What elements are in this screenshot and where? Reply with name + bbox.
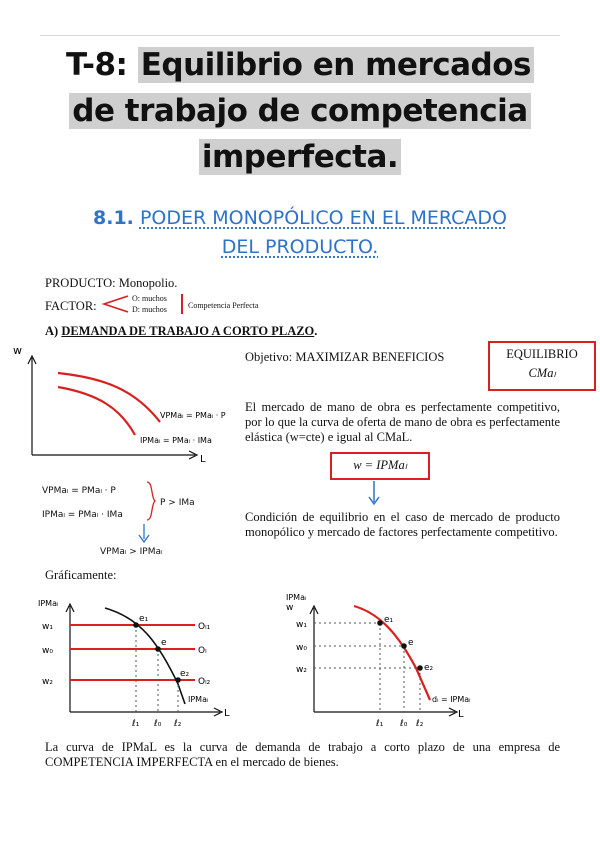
graph2-x-label: L — [224, 708, 230, 719]
graph1-ipm-label: IPMaₗ = PMaₗ · IMa — [140, 436, 212, 445]
graph3-point-e — [401, 643, 407, 649]
graph-shift-offer — [30, 592, 250, 732]
graph2-point-label-e2: e₂ — [180, 669, 190, 679]
graph3-labor-0: ℓ₀ — [400, 719, 408, 729]
graph1-vpm-label: VPMaₗ = PMaₗ · P — [160, 411, 226, 420]
equilibrio-formula: CMaₗ — [528, 366, 556, 380]
formula-brace-icon — [145, 480, 157, 522]
demanda-muchos: D: muchos — [132, 305, 167, 314]
graph3-wage-0: w₀ — [296, 643, 307, 653]
title-highlight-3: imperfecta. — [199, 139, 401, 175]
graph2-y-label: IPMaₗ — [38, 599, 59, 608]
wage-formula: w = IPMaₗ — [353, 458, 407, 472]
wage-equals-ipm-box — [330, 452, 430, 480]
title-prefix: T-8: — [66, 47, 138, 83]
graph1-y-label: w — [13, 344, 22, 357]
competencia-perfecta: Competencia Perfecta — [188, 301, 259, 310]
graph3-x-label: L — [458, 709, 464, 720]
graph3-point-label-e: e — [408, 638, 414, 648]
graph2-point-e — [155, 646, 161, 652]
equilibrio-label: EQUILIBRIO — [506, 347, 578, 361]
graph3-point-e1 — [377, 620, 383, 626]
subsection-prefix: A) — [45, 324, 59, 338]
paragraph-labor-market: El mercado de mano de obra es perfectamente competitivo, por lo que la curva de oferta de mano de obra es perfectamente elástica (w=cte) e igual al CMaL. — [245, 400, 560, 444]
graph1-x-label: L — [200, 454, 206, 465]
formula-result: VPMaₗ > IPMaₗ — [100, 547, 163, 557]
graph3-point-label-e2: e₂ — [424, 663, 434, 673]
ipm-curve — [58, 387, 135, 435]
graph3-labor-2: ℓ₂ — [416, 719, 424, 729]
page-title — [30, 42, 570, 180]
graph2-curve-label: IPMaₗ — [188, 695, 209, 704]
formula-arrow-icon — [136, 523, 152, 545]
graph2-offer-label-1: Oₗ₁ — [198, 622, 211, 632]
oferta-muchos: O: muchos — [132, 294, 167, 303]
formula-condition: P > IMa — [160, 498, 195, 508]
section-heading — [40, 204, 560, 262]
subsection-heading — [45, 324, 317, 339]
title-line-1 — [30, 42, 570, 88]
graph3-labor-1: ℓ₁ — [376, 719, 384, 729]
graph3-wage-1: w₁ — [296, 620, 307, 630]
down-arrow-icon — [366, 480, 382, 506]
title-highlight-2: de trabajo de competencia — [69, 93, 530, 129]
section-title-line-1: PODER MONOPÓLICO EN EL MERCADO — [139, 207, 507, 229]
formula-vpm: VPMaₗ = PMaₗ · P — [42, 486, 116, 496]
section-title-line-2: DEL PRODUCTO. — [221, 236, 379, 258]
title-highlight-1: Equilibrio en mercados — [138, 47, 534, 83]
graph2-labor-0: ℓ₀ — [154, 719, 162, 729]
graph3-y-label-top: IPMaₗ — [286, 593, 307, 602]
section-number: 8.1. — [93, 207, 134, 229]
producto-line: PRODUCTO: Monopolio. — [45, 276, 178, 290]
graph3-point-label-e1: e₁ — [384, 615, 394, 625]
graph3-curve-label: dₗ = IPMaₗ — [432, 695, 471, 704]
graph2-labor-1: ℓ₁ — [132, 719, 140, 729]
graph2-point-label-e: e — [161, 638, 167, 648]
graph-demand-curves — [10, 340, 240, 470]
equilibrio-box — [488, 341, 596, 391]
graph3-point-e2 — [417, 665, 423, 671]
top-divider — [40, 35, 560, 36]
subsection-title: DEMANDA DE TRABAJO A CORTO PLAZO — [61, 324, 315, 338]
graph2-labor-2: ℓ₂ — [174, 719, 182, 729]
paragraph-equilibrium: Condición de equilibrio en el caso de mercado de producto monopólico y mercado de factores perfectamente competitivo. — [245, 510, 560, 539]
graph2-offer-label-2: Oₗ₂ — [198, 677, 211, 687]
vpm-curve — [58, 373, 160, 422]
graph2-wage-1: w₁ — [42, 622, 53, 632]
title-line-2 — [30, 88, 570, 134]
graph-labor-demand — [270, 588, 510, 732]
factor-label: FACTOR: — [45, 299, 97, 313]
graph2-offer-label-0: Oₗ — [198, 646, 207, 656]
formula-ipm: IPMaₗ = PMaₗ · IMa — [42, 510, 123, 520]
graph2-wage-0: w₀ — [42, 646, 53, 656]
objetivo-text: Objetivo: MAXIMIZAR BENEFICIOS — [245, 350, 445, 364]
graph2-wage-2: w₂ — [42, 677, 53, 687]
factor-bracket-icon — [100, 293, 130, 317]
conclusion-text: La curva de IPMaL es la curva de demanda de trabajo a corto plazo de una empresa de COMPETENCIA IMPERFECTA en el mercado de bienes. — [45, 740, 560, 769]
title-line-3 — [30, 134, 570, 180]
graph3-y-label: w — [286, 603, 294, 613]
subsection-suffix: . — [314, 324, 318, 338]
graph3-wage-2: w₂ — [296, 665, 307, 675]
graph2-point-label-e1: e₁ — [139, 614, 149, 624]
graficamente-label: Gráficamente: — [45, 568, 117, 582]
graph2-point-e1 — [133, 622, 139, 628]
competencia-divider — [181, 294, 183, 314]
